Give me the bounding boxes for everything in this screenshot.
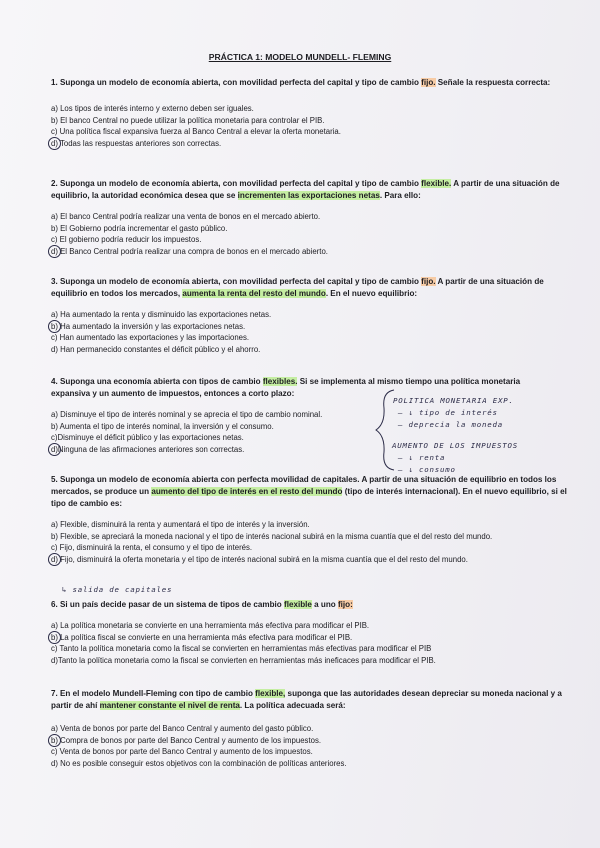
option-c: c) Han aumentado las exportaciones y las importaciones. [51,333,250,343]
answer-circle-mark [48,320,61,333]
answer-circle-mark [48,245,61,258]
question-5-text: 5. Suponga un modelo de economía abierta con perfecta movilidad de capitales. A partir de una situación de equilibrio en todos los mercados, se produce un aumento del tipo de interés en el resto del mundo (tipo de interés internacional). En el nuevo equilibrio, si el tipo de cambio es: [51,475,567,508]
highlight-renta-resto-mundo: aumenta la renta del resto del mundo [182,289,326,298]
option-c: c) Una política fiscal expansiva fuerza al Banco Central a elevar la oferta monetaria. [51,127,341,137]
option-a: a) Los tipos de interés interno y externo deben ser iguales. [51,104,254,113]
answer-circle-mark [48,443,61,456]
option-b: b) El banco Central no puede utilizar la política monetaria para controlar el PIB. [51,115,325,125]
option-d-selected: d) El Banco Central podría realizar una compra de bonos en el mercado abierto. [51,246,571,258]
question-2-text: 2. Suponga un modelo de economía abierta, con movilidad perfecta del capital y tipo de cambio flexible. A partir de una situación de equilibrio, la autoridad económica desea que se incrementen las exportaciones netas. Para ello: [51,179,560,200]
handwritten-note: AUMENTO DE LOS IMPUESTOS [392,441,518,450]
highlight-aumento-tipo-interes: aumento del tipo de interés en el resto del mundo [151,487,343,496]
handwritten-note: – ↓ consumo [398,465,456,474]
question-1 [51,77,571,149]
highlight-flexible: flexible. [421,179,452,188]
option-a: a) El banco Central podría realizar una venta de bonos en el mercado abierto. [51,212,321,221]
option-c: c) Venta de bonos por parte del Banco Central y aumento de los impuestos. [51,747,313,757]
option-a: a) Ha aumentado la renta y disminuido las exportaciones netas. [51,310,272,319]
handwritten-note: – ↓ renta [398,453,446,462]
answer-circle-mark [48,734,61,747]
option-d: d)Tanto la política monetaria como la fiscal se convierten en herramientas más ineficaces para modificar el PIB. [51,655,436,665]
option-c: c) El gobierno podría reducir los impuestos. [51,235,202,245]
option-b: b) Aumenta el tipo de interés nominal, la inversión y el consumo. [51,421,274,431]
highlight-exportaciones: incrementen las exportaciones netas [237,191,380,200]
option-d-selected: d)Ninguna de las afirmaciones anteriores son correctas. [51,444,571,456]
option-b-selected: b) Ha aumentado la inversión y las exportaciones netas. [51,321,571,333]
option-d: d) Han permanecido constantes el déficit público y el ahorro. [51,344,261,354]
highlight-flexibles: flexibles. [262,377,298,386]
question-2 [51,178,571,257]
question-4-text: 4. Suponga una economía abierta con tipos de cambio flexibles. Si se implementa al mismo tiempo una política monetaria expansiva y un aumento de impuestos, entonces a corto plazo: [51,377,521,398]
question-1-text: 1. Suponga un modelo de economía abierta, con movilidad perfecta del capital y tipo de cambio fijo. Señale la respuesta correcta: [51,78,551,87]
question-3 [51,276,571,355]
option-c: c)Disminuye el déficit público y las exportaciones netas. [51,433,244,443]
handwritten-note: – ↓ tipo de interés [398,408,498,417]
highlight-flexible: flexible [284,600,312,609]
option-b: b) El Gobierno podría incrementar el gasto público. [51,223,228,233]
option-a: a) Venta de bonos por parte del Banco Central y aumento del gasto público. [51,724,314,733]
page-title: PRÁCTICA 1: MODELO MUNDELL- FLEMING [208,52,392,62]
option-b-selected: b) Compra de bonos por parte del Banco Central y aumento de los impuestos. [51,735,571,747]
question-7 [51,688,571,769]
handwritten-note: – deprecia la moneda [398,420,503,429]
option-c: c) Fijo, disminuirá la renta, el consumo y el tipo de interés. [51,543,253,553]
answer-circle-mark [48,631,61,644]
question-5 [51,474,571,565]
answer-circle-mark [48,137,61,150]
option-d-selected: d) Fijo, disminuirá la oferta monetaria y el tipo de interés nacional subirá en la misma cuantía que el del resto del mundo. [51,554,571,566]
option-a: a) Flexible, disminuirá la renta y aumentará el tipo de interés y la inversión. [51,520,310,529]
highlight-fijo: fijo. [421,277,436,286]
highlight-flexible: flexible, [255,689,286,698]
question-6-text: 6. Si un país decide pasar de un sistema de tipos de cambio flexible a uno fijo: [51,600,353,609]
answer-circle-mark [48,553,61,566]
option-b-selected: b) La política fiscal se convierte en una herramienta más efectiva para modificar el PIB. [51,632,571,644]
highlight-fijo: fijo: [337,600,353,609]
option-d-selected: d) Todas las respuestas anteriores son correctas. [51,138,571,150]
option-a: a) La política monetaria se convierte en una herramienta más efectiva para modificar el PIB. [51,621,370,630]
question-6 [51,599,571,666]
option-d: d) No es posible conseguir estos objetivos con la combinación de políticas anteriores. [51,758,347,768]
option-c: c) Tanto la política monetaria como la fiscal se convierten en herramientas más efectivas para modificar el PIB [51,644,432,654]
handwritten-note: POLITICA MONETARIA EXP. [393,396,514,405]
option-b: b) Flexible, se apreciará la moneda nacional y el tipo de interés nacional subirá en la misma cuantía que el del resto del mundo. [51,531,493,541]
handwritten-note: ↳ salida de capitales [62,585,173,594]
question-3-text: 3. Suponga un modelo de economía abierta, con movilidad perfecta del capital y tipo de cambio fijo. A partir de una situación de equilibrio en todos los mercados, aumenta la renta del resto del mundo. En el nuevo equilibrio: [51,277,544,298]
highlight-mantener-renta: mantener constante el nivel de renta [99,701,240,710]
question-7-text: 7. En el modelo Mundell-Fleming con tipo de cambio flexible, suponga que las autoridades desean depreciar su moneda nacional y a partir de ahí mantener constante el nivel de renta. La política adecuada será: [51,689,562,710]
highlight-fijo: fijo. [421,78,436,87]
option-a: a) Disminuye el tipo de interés nominal y se aprecia el tipo de cambio nominal. [51,410,323,419]
